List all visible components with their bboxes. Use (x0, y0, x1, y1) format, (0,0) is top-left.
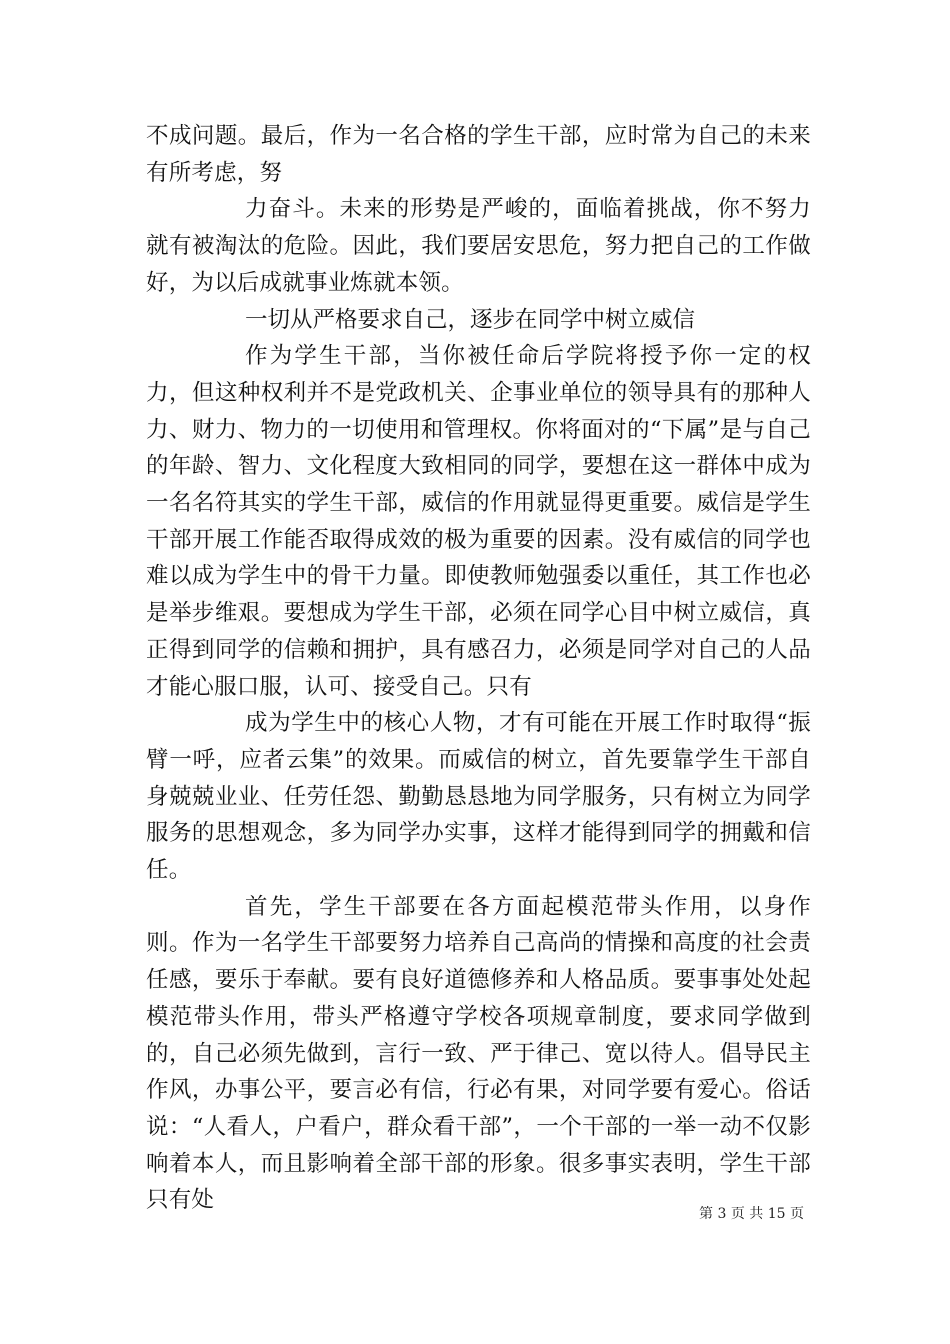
paragraph-5: 首先，学生干部要在各方面起模范带头作用，以身作则。作为一名学生干部要努力培养自己高尚的情操和高度的社会责任感，要乐于奉献。要有良好道德修养和人格品质。要事事处处起模范带头作用，带头严格遵守学校各项规章制度，要求同学做到的，自己必须先做到，言行一致、严于律己、宽以待人。倡导民主作风，办事公平，要言必有信，行必有果，对同学要有爱心。俗话说：“人看人，户看户，群众看干部”，一个干部的一举一动不仅影响着本人，而且影响着全部干部的形象。很多事实表明，学生干部只有处 (146, 893, 811, 1214)
document-body (146, 118, 811, 1219)
page-number-footer: 第 3 页 共 15 页 (699, 1206, 804, 1222)
paragraph-3: 作为学生干部，当你被任命后学院将授予你一定的权力，但这种权利并不是党政机关、企事业单位的领导具有的那种人力、财力、物力的一切使用和管理权。你将面对的“下属”是与自己的年龄、智力、文化程度大致相同的同学，要想在这一群体中成为一名名符其实的学生干部，威信的作用就显得更重要。威信是学生干部开展工作能否取得成效的极为重要的因素。没有威信的同学也难以成为学生中的骨干力量。即使教师勉强委以重任，其工作也必是举步维艰。要想成为学生干部，必须在同学心目中树立威信，真正得到同学的信赖和拥护，具有感召力，必须是同学对自己的人品才能心服口服，认可、接受自己。只有 (146, 343, 811, 700)
section-heading: 一切从严格要求自己，逐步在同学中树立威信 (245, 306, 696, 333)
paragraph-1: 不成问题。最后，作为一名合格的学生干部，应时常为自己的未来有所考虑，努 (146, 123, 811, 186)
paragraph-2: 力奋斗。未来的形势是严峻的，面临着挑战，你不努力就有被淘汰的危险。因此，我们要居安思危，努力把自己的工作做好，为以后成就事业炼就本领。 (146, 196, 811, 296)
paragraph-4: 成为学生中的核心人物，才有可能在开展工作时取得“振臂一呼，应者云集”的效果。而威信的树立，首先要靠学生干部自身兢兢业业、任劳任怨、勤勤恳恳地为同学服务，只有树立为同学服务的思想观念，多为同学办实事，这样才能得到同学的拥戴和信任。 (146, 710, 811, 884)
